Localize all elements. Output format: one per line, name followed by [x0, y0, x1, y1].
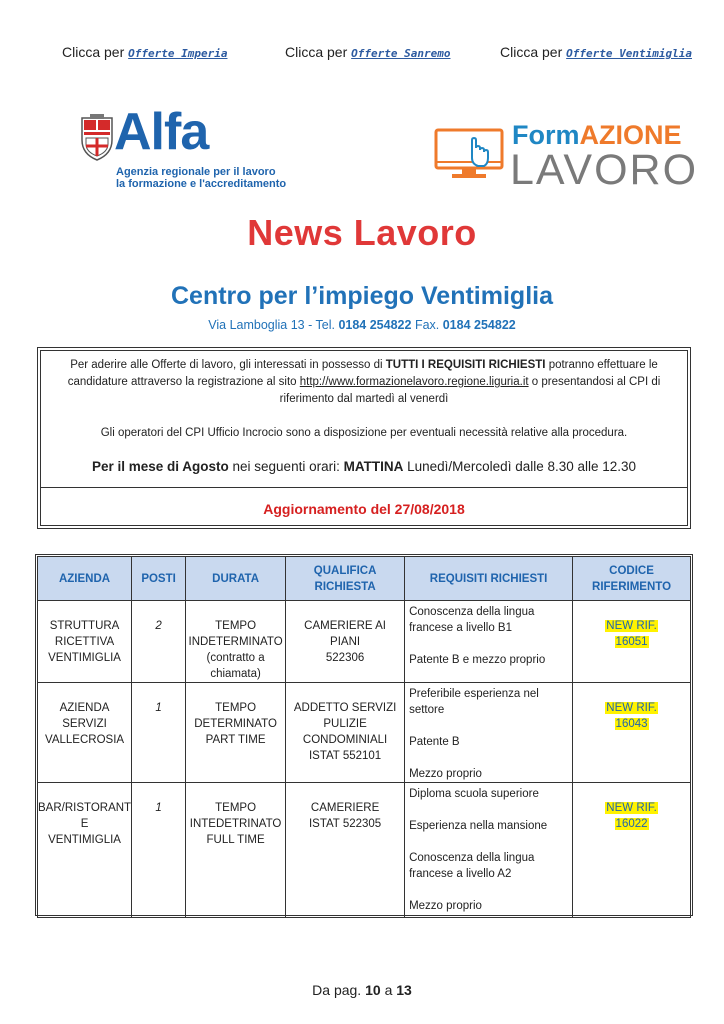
azienda-line: VENTIMIGLIA	[48, 834, 121, 846]
alfa-tagline-line: la formazione e l'accreditamento	[116, 178, 287, 190]
cell-qualifica	[286, 601, 405, 683]
requisito-line: Conoscenza della lingua	[409, 852, 535, 864]
header-azienda: AZIENDA	[38, 557, 132, 601]
cell-posti	[132, 683, 186, 783]
cell-codice	[573, 601, 690, 683]
qualifica-line: PIANI	[330, 636, 361, 648]
codice-number: 16043	[615, 718, 648, 730]
cell-posti	[132, 783, 186, 917]
requisito-line: francese a livello A2	[409, 868, 512, 880]
requisito-line: Conoscenza della lingua	[409, 606, 535, 618]
footer-current-page: 10	[365, 982, 381, 998]
durata-line: PART TIME	[205, 734, 266, 746]
info-text: Lunedì/Mercoledì dalle 8.30 alle 12.30	[407, 459, 637, 474]
cell-codice	[573, 783, 690, 917]
header-qualifica-line: RICHIESTA	[314, 580, 376, 593]
durata-line: (contratto a	[206, 652, 265, 664]
formazione-part-form: Form	[512, 120, 580, 150]
cell-azienda	[38, 683, 132, 783]
requisito-line: Esperienza nella mansione	[409, 820, 548, 832]
fax-label: Fax.	[414, 318, 440, 332]
alfa-tagline	[116, 166, 286, 190]
durata-line: TEMPO	[215, 702, 257, 714]
cell-durata	[186, 783, 286, 917]
top-link-imperia	[62, 44, 227, 60]
qualifica-line: 522306	[325, 652, 365, 664]
header-durata: DURATA	[186, 557, 286, 601]
office-name: Centro per l’impiego Ventimiglia	[170, 282, 553, 310]
table-row	[38, 601, 690, 683]
azienda-line: RICETTIVA	[54, 636, 115, 648]
alfa-tagline-line: Agenzia regionale per il lavoro	[116, 166, 276, 178]
header-qualifica-line: QUALIFICA	[313, 564, 377, 577]
footer-prefix: Da pag.	[312, 982, 362, 998]
azienda-line: BAR/RISTORANT	[38, 802, 132, 814]
top-link-sanremo	[285, 44, 450, 60]
codice-label: NEW RIF.	[606, 702, 657, 714]
posti-value: 2	[155, 620, 162, 632]
qualifica-line: ISTAT 522305	[308, 818, 382, 830]
durata-line: TEMPO	[215, 620, 257, 632]
requisito-line: Mezzo proprio	[409, 900, 482, 912]
azienda-line: VENTIMIGLIA	[48, 652, 121, 664]
azienda-line: STRUTTURA	[49, 620, 120, 632]
azienda-line: AZIENDA	[59, 702, 110, 714]
durata-line: FULL TIME	[206, 834, 265, 846]
cell-qualifica	[286, 683, 405, 783]
durata-line: DETERMINATO	[194, 718, 277, 730]
lavoro-wordmark: LAVORO	[510, 146, 699, 194]
posti-value: 1	[155, 802, 162, 814]
requisito-line: Mezzo proprio	[409, 768, 482, 780]
codice-number: 16051	[615, 636, 648, 648]
top-links	[0, 44, 724, 66]
formazione-lavoro-logo	[432, 118, 699, 198]
info-requirements: TUTTI I REQUISITI RICHIESTI	[385, 359, 546, 371]
info-text: Per aderire alle Offerte di lavoro, gli interessati in possesso di	[70, 359, 383, 371]
footer-total-pages: 13	[396, 982, 412, 998]
requisito-line: francese a livello B1	[409, 622, 512, 634]
cell-requisiti	[405, 683, 573, 783]
table-row	[38, 783, 690, 917]
qualifica-line: ISTAT 552101	[308, 750, 382, 762]
requisito-line: settore	[409, 704, 445, 716]
info-box	[37, 347, 691, 529]
table-row	[38, 683, 690, 783]
cell-qualifica	[286, 783, 405, 917]
codice-number: 16022	[615, 818, 648, 830]
azienda-line: SERVIZI	[62, 718, 107, 730]
header-posti: POSTI	[132, 557, 186, 601]
header-codice-line: RIFERIMENTO	[592, 580, 672, 593]
azienda-line: VALLECROSIA	[45, 734, 125, 746]
formazione-part-azione: AZIONE	[579, 120, 682, 150]
top-link-prefix: Clicca per	[62, 44, 125, 60]
cell-requisiti	[405, 783, 573, 917]
header-codice	[573, 557, 690, 601]
info-text: o presentandosi al CPI di riferimento dal martedì al venerdì	[279, 376, 661, 405]
top-link-ventimiglia	[500, 44, 692, 60]
qualifica-line: ADDETTO SERVIZI	[293, 702, 397, 714]
info-text: potranno effettuare le candidature attraverso la registrazione al sito	[67, 359, 658, 388]
info-month: Per il mese di Agosto	[91, 459, 229, 474]
cell-durata	[186, 683, 286, 783]
formazionelavoro-url-link[interactable]: http://www.formazionelavoro.regione.liguria.it	[299, 376, 529, 388]
qualifica-line: CAMERIERE	[310, 802, 380, 814]
cell-durata	[186, 601, 286, 683]
durata-line: INDETERMINATO	[188, 636, 283, 648]
durata-line: INTEDETRINATO	[189, 818, 282, 830]
qualifica-line: CAMERIERE AI	[304, 620, 386, 632]
tel-number: 0184 254822	[338, 318, 412, 332]
header-qualifica	[286, 557, 405, 601]
qualifica-line: PULIZIE	[323, 718, 367, 730]
requisito-line: Patente B e mezzo proprio	[409, 654, 546, 666]
alfa-logo	[80, 103, 287, 195]
cell-azienda	[38, 601, 132, 683]
header-codice-line: CODICE	[609, 564, 654, 577]
offerte-sanremo-link[interactable]: Offerte Sanremo	[351, 47, 451, 60]
top-link-prefix: Clicca per	[285, 44, 348, 60]
info-box-inner	[40, 350, 688, 526]
requisito-line: Diploma scuola superiore	[409, 788, 539, 800]
cell-requisiti	[405, 601, 573, 683]
info-hours	[51, 459, 677, 474]
info-instructions	[51, 357, 677, 408]
offerte-ventimiglia-link[interactable]: Offerte Ventimiglia	[566, 47, 692, 60]
update-date: Aggiornamento del 27/08/2018	[263, 501, 465, 517]
azienda-line: E	[80, 818, 89, 830]
posti-value: 1	[155, 702, 162, 714]
cell-codice	[573, 683, 690, 783]
office-address	[0, 318, 724, 332]
footer-sep: a	[384, 982, 393, 998]
info-morning: MATTINA	[343, 459, 404, 474]
header-requisiti: REQUISITI RICHIESTI	[405, 557, 573, 601]
info-divider	[41, 487, 687, 488]
fax-number: 0184 254822	[442, 318, 516, 332]
info-text: nei seguenti orari:	[232, 459, 340, 474]
codice-label: NEW RIF.	[606, 802, 657, 814]
codice-label: NEW RIF.	[606, 620, 657, 632]
cell-azienda	[38, 783, 132, 917]
table-header-row	[38, 557, 690, 601]
qualifica-line: CONDOMINIALI	[302, 734, 388, 746]
durata-line: chiamata)	[210, 668, 261, 680]
liguria-shield-icon	[80, 114, 114, 162]
alfa-wordmark: Alfa	[114, 103, 209, 161]
page-footer	[0, 982, 724, 998]
address-prefix: Via Lamboglia 13 - Tel.	[208, 318, 335, 332]
page-title: News Lavoro	[247, 212, 477, 253]
requisito-line: Preferibile esperienza nel	[409, 688, 539, 700]
top-link-prefix: Clicca per	[500, 44, 563, 60]
offerte-imperia-link[interactable]: Offerte Imperia	[128, 47, 228, 60]
cell-posti	[132, 601, 186, 683]
info-operators: Gli operatori del CPI Ufficio Incrocio sono a disposizione per eventuali necessità relative alla procedura.	[100, 427, 628, 439]
durata-line: TEMPO	[215, 802, 257, 814]
requisito-line: Patente B	[409, 736, 460, 748]
monitor-hand-icon	[432, 126, 510, 184]
jobs-table	[37, 556, 691, 918]
